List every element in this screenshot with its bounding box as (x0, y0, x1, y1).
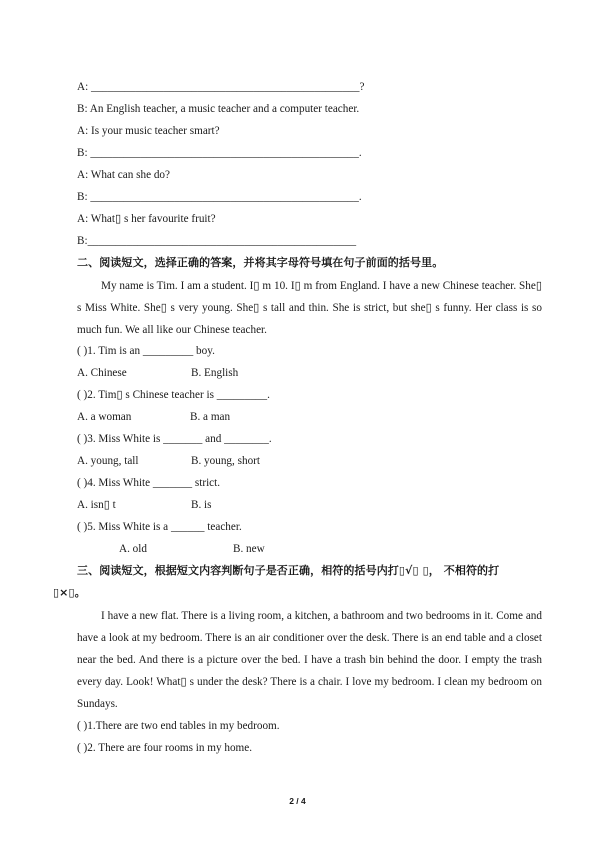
question-1-option-a: A. Chinese (77, 367, 127, 379)
question-4-option-b: B. is (191, 499, 212, 511)
section-3-passage: I have a new flat. There is a living room, a kitchen, a bathroom and two bedrooms in it. Come and have a look at my bedroom. There is an air conditioner over the desk. There is an end table and a closet near the bed. And there is a picture over the bed. I have a trash bin behind the door. I empty the trash every day. Look! What▯ s under the desk? There is a chair. I love my bedroom. I clean my bedroom on Sundays. (77, 610, 542, 710)
judge-question-2: ( )2. There are four rooms in my home. (77, 742, 253, 754)
question-stem-2: ( )2. Tim▯ s Chinese teacher is _________. (77, 389, 270, 401)
dialogue-line-2: B: An English teacher, a music teacher and a computer teacher. (77, 103, 360, 115)
page-number: 2 / 4 (289, 796, 306, 806)
dialogue-line-4: B: ________________________________________________. (77, 147, 362, 159)
judge-question-1: ( )1.There are two end tables in my bedroom. (77, 720, 280, 732)
dialogue-line-5: A: What can she do? (77, 169, 170, 181)
question-2-option-a: A. a woman (77, 411, 132, 423)
dialogue-line-7: A: What▯ s her favourite fruit? (77, 213, 216, 225)
question-1-option-b: B. English (191, 367, 239, 379)
question-4-option-a: A. isn▯ t (77, 499, 116, 511)
question-5-option-a: A. old (119, 543, 147, 555)
question-stem-3: ( )3. Miss White is _______ and ________. (77, 433, 272, 445)
dialogue-line-1: A: ________________________________________________? (77, 81, 365, 93)
question-2-option-b: B. a man (190, 411, 231, 423)
question-3-option-b: B. young, short (191, 455, 260, 467)
section-2-passage: My name is Tim. I am a student. I▯ m 10. I▯ m from England. I have a new Chinese teacher. She▯ s Miss White. She▯ s very young. She▯ s tall and thin. She is strict, but she▯ s funny. Her class is so much fun. We all like our Chinese teacher. (77, 280, 542, 336)
question-stem-5: ( )5. Miss White is a ______ teacher. (77, 521, 242, 533)
section-2-heading: 二、阅读短文，选择正确的答案，并将其字母符号填在句子前面的括号里。 (77, 256, 444, 269)
dialogue-line-8: B:________________________________________________ (77, 235, 357, 247)
question-5-option-b: B. new (233, 543, 265, 555)
question-3-option-a: A. young, tall (77, 455, 139, 467)
dialogue-line-6: B: ________________________________________________. (77, 191, 362, 203)
section-3-heading-line-2: ▯×▯。 (53, 586, 86, 599)
section-3-heading-line-1: 三、阅读短文，根据短文内容判断句子是否正确，相符的括号内打▯√▯ ▯， 不相符的打 (77, 564, 500, 577)
dialogue-line-3: A: Is your music teacher smart? (77, 125, 220, 137)
question-stem-4: ( )4. Miss White _______ strict. (77, 477, 221, 489)
question-stem-1: ( )1. Tim is an _________ boy. (77, 345, 215, 357)
